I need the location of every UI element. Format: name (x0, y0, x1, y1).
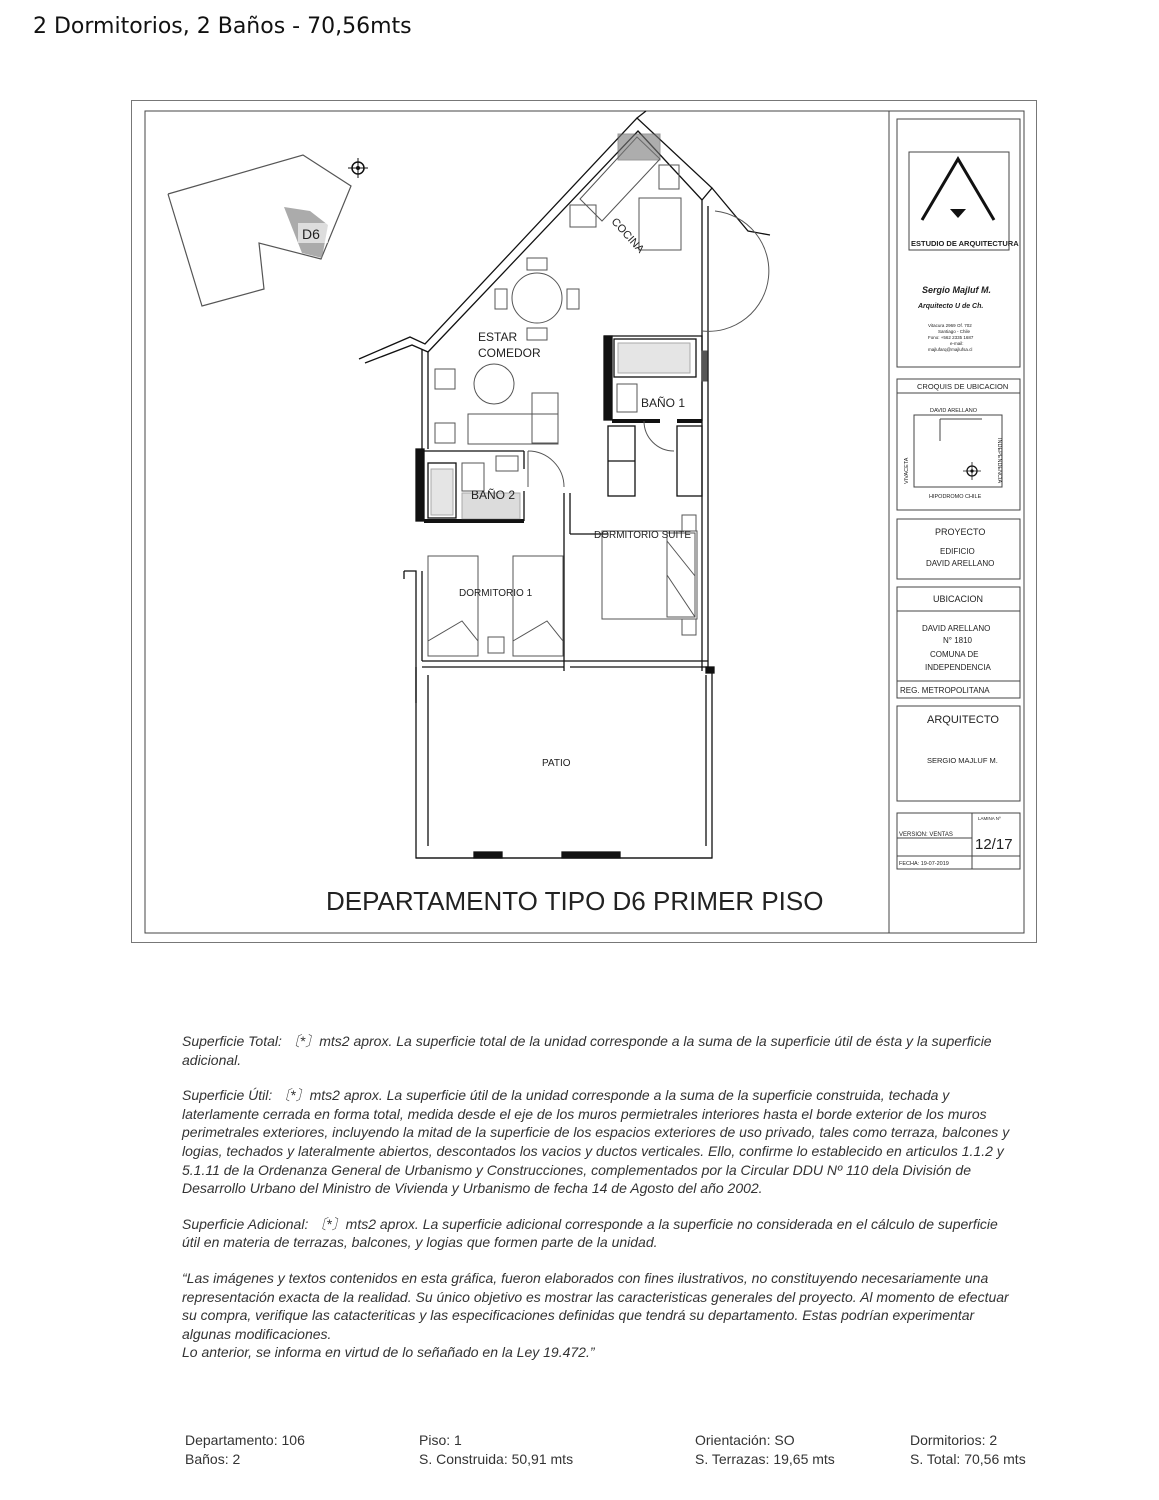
region: REG. METROPOLITANA (900, 686, 990, 695)
contact-line-4: majlufarq@majlufsa.cl (928, 347, 973, 352)
sheet-label: LAMINA Nº (978, 816, 1001, 821)
address-line-0: DAVID ARELLANO (922, 624, 991, 633)
summary-terrazas: S. Terrazas: 19,65 mts (695, 1450, 835, 1467)
room-label-bano2: BAÑO 2 (471, 488, 516, 502)
title-block (897, 119, 1020, 869)
architect-upper: SERGIO MAJLUF M. (927, 756, 998, 765)
street-west: VIVACETA (904, 457, 910, 484)
architect-title: Arquitecto U de Ch. (918, 303, 984, 310)
contact-line-3: e-mail: (950, 341, 964, 346)
street-south: HIPODROMO CHILE (929, 494, 982, 500)
apartment-walls (359, 111, 770, 858)
room-label-patio: PATIO (542, 758, 571, 769)
version: VERSION: VENTAS (899, 832, 953, 838)
contact-line-2: Fono: +562 2335 1687 (928, 335, 974, 340)
location-sketch-label: CROQUIS DE UBICACION (917, 382, 1009, 391)
plan-title: DEPARTAMENTO TIPO D6 PRIMER PISO (326, 886, 824, 916)
architect-name: Sergio Majluf M. (922, 285, 992, 295)
sheet-date: FECHA: 19-07-2019 (899, 861, 949, 867)
studio-name: ESTUDIO DE ARQUITECTURA (911, 239, 1019, 248)
address-line-3: INDEPENDENCIA (925, 663, 991, 672)
compass-icon (963, 462, 981, 480)
floor-plan-drawing (132, 101, 1038, 944)
summary-column-4 (910, 1431, 1026, 1468)
summary-orientacion: Orientación: SO (695, 1432, 795, 1448)
sheet-number: 12/17 (975, 836, 1013, 853)
legal-paragraph-util: Superficie Útil: 〔*〕mts2 aprox. La superficie útil de la unidad corresponde a la suma de la superficie construida, techada y laterlamente cerrada en forma total, medida desde el eje de los muros permietrales interiores hasta el borde exterior de los muros perimetrales exteriores, incluyendo la mitad de la superficie de los espacios exteriores de uso privado, tales como terraza, balcones y logias, techados y lateralmente abiertos, descontados los vacios y ductos verticales. Ello, confirme lo establecido en articulos 1.1.2 y 5.1.11 de la Ordenanza General de Urbanismo y Construcciones, complementados por la Circular DDU Nº 110 dela División de Desarrollo Urbano del Ministro de Vivienda y Urbanismo de fecha 14 de Agosto del año 2002. (182, 1087, 1010, 1197)
street-east: INDEPENDENCIA (996, 438, 1002, 484)
summary-column-3 (695, 1431, 835, 1468)
legal-disclaimer (182, 1032, 1012, 1362)
address-line-2: COMUNA DE (930, 650, 979, 659)
summary-column-1 (185, 1431, 305, 1468)
summary-column-2 (419, 1431, 573, 1468)
drawing-border (145, 111, 1024, 933)
floor-plan-sheet (131, 100, 1037, 943)
legal-paragraph-images (182, 1269, 1012, 1362)
room-label-comedor: COMEDOR (478, 346, 541, 360)
contact-line-1: Santiago - Chile (938, 329, 971, 334)
room-label-estar: ESTAR (478, 330, 518, 344)
summary-banos: Baños: 2 (185, 1450, 241, 1467)
north-arrow-icon (348, 158, 368, 178)
summary-piso: Piso: 1 (419, 1432, 462, 1448)
summary-departamento: Departamento: 106 (185, 1432, 305, 1448)
architect-label: ARQUITECTO (927, 714, 999, 726)
key-plan (168, 155, 368, 306)
room-labels (459, 216, 691, 769)
street-north: DAVID ARELLANO (930, 408, 977, 414)
address-line-1: N° 1810 (943, 636, 972, 645)
room-label-dormitorio-suite: DORMITORIO SUITE (594, 530, 692, 541)
room-label-bano1: BAÑO 1 (641, 396, 686, 410)
project-label: PROYECTO (935, 527, 986, 537)
contact-line-0: Vitacura 2969 Of. 702 (928, 323, 972, 328)
summary-total: S. Total: 70,56 mts (910, 1450, 1026, 1467)
project-line-1: DAVID ARELLANO (926, 559, 995, 568)
page-title: 2 Dormitorios, 2 Baños - 70,56mts (33, 14, 412, 39)
studio-logo-icon (909, 152, 1009, 250)
summary-construida: S. Construida: 50,91 mts (419, 1450, 574, 1467)
legal-paragraph-adicional: Superficie Adicional: 〔*〕mts2 aprox. La superficie adicional corresponde a la superficie no considerada en el cálculo de superficie útil en materia de terrazas, balcones, y logias que formen parte de la unidad. (182, 1215, 998, 1251)
legal-paragraph-total: Superficie Total: 〔*〕mts2 aprox. La superficie total de la unidad corresponde a la suma de la superficie útil de ésta y la superficie adicional. (182, 1033, 992, 1068)
legal-images-text: “Las imágenes y textos contenidos en esta gráfica, fueron elaborados con fines ilustrativos, no constituyendo necesariamente una representación exacta de la realidad. Su único objetivo es mostrar las caracteristicas generales del proyecto. Al momento de efectuar su compra, verifique las catacteriticas y las especificaciones definidas que tendrá su departamento. Estas podrían experimentar algunas modificaciones. (182, 1269, 1009, 1342)
summary-dormitorios: Dormitorios: 2 (910, 1432, 998, 1448)
project-line-0: EDIFICIO (940, 547, 975, 556)
room-label-cocina: COCINA (608, 215, 647, 256)
legal-law-text: Lo anterior, se informa en virtud de lo señañado en la Ley 19.472.” (182, 1344, 595, 1361)
furniture (428, 134, 769, 656)
room-label-dormitorio1: DORMITORIO 1 (459, 588, 533, 599)
key-plan-unit-label: D6 (302, 226, 320, 242)
location-section-label: UBICACION (933, 594, 984, 604)
